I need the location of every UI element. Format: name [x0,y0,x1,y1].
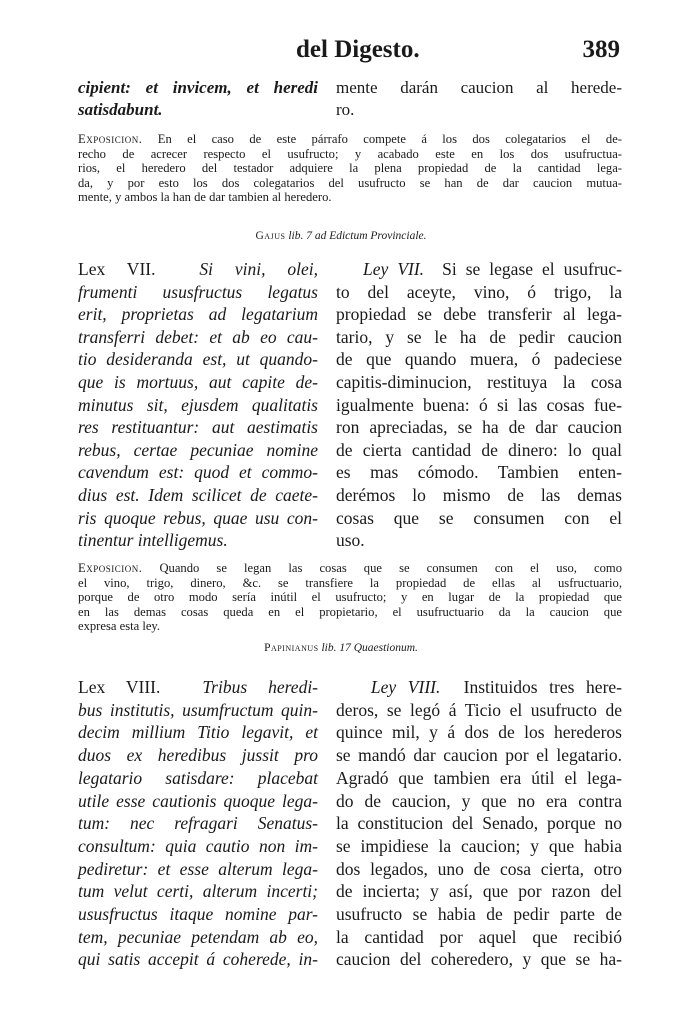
text-line: rios, el heredero del testador adquiere la plena propiedad de la cantidad lega- [78,161,622,175]
text-line: recho de acrecer respecto el usufructo; y acabado este en los dos usufructua- [78,146,622,161]
lex-viii-latin [78,676,318,971]
text-line: ris quoque rebus, quae usu con- [78,507,318,528]
text-line: legatario satisdare: placebat [78,767,318,788]
text-line: Exposicion. Quando se legan las cosas que se consumen con el uso, como [78,561,622,575]
text-line: es mas cómodo. Tambien enten- [336,462,622,483]
text-line: propiedad se debe transferir al lega- [336,304,622,325]
text-line: tem, pecuniae petendam ab eo, [78,926,318,947]
text-line: expresa esta ley. [78,619,161,633]
text-line: porque de otro modo sería inútil el usufructo; y en lugar de la propiedad que [78,590,622,604]
top-spanish-continuation [336,77,622,121]
page-header [0,36,682,72]
text-line: decim millium Titio legavit, et [78,722,318,743]
text-line: do de caucion, y que no era contra [336,790,622,811]
text-line: Exposicion. En el caso de este párrafo compete á los dos colegatarios el de- [78,132,622,146]
text-line: Agradó que tambien era útil el lega- [336,767,622,788]
text-line: caucion del coheredero, y que se ha- [336,949,622,970]
text-line: ron apreciadas, se ha de dar caucion [336,417,622,438]
ley-vii-spanish [336,258,622,552]
text-line: satisdabunt. [78,100,163,119]
law-label: Lex VIII. [78,677,161,697]
exposicion-label: Exposicion. [78,132,143,146]
text-line: tio desideranda est, ut quando- [78,349,318,370]
text-line: Ley VII. Si se legase el usufruc- [363,259,622,279]
running-title: del Digesto. [296,36,420,63]
text-line: que is mortuus, aut capite de- [78,371,318,392]
text-line: uso. [336,530,365,551]
exposicion-label: Exposicion. [78,561,143,575]
lex-vii-latin [78,258,318,552]
text-line: tario, y se le ha de pedir caucion [336,326,622,347]
text-line: la cantidad por aquel que recibió [336,926,622,947]
text-line: ro. [336,100,355,119]
text-line: res restituantur: aut aestimatis [78,417,318,438]
text-line: se impidiese la caucion; y que habia [336,835,622,856]
text-line: quince mil, y á dos de los herederos [336,722,622,743]
text-line: Lex VII. Si vini, olei, [78,259,319,279]
text-line: duos ex heredibus jussit pro [78,745,318,766]
text-line: el vino, trigo, dinero, &c. se transfiere la propiedad de ellas al usfructuario, [78,575,622,590]
attribution-source: lib. 17 Quaestionum. [321,642,418,654]
source-attribution [0,642,682,654]
exposicion-paragraph [78,132,622,205]
attribution-source: lib. 7 ad Edictum Provinciale. [288,230,427,242]
text-line: dius est. Idem scilicet de caete- [78,484,318,505]
text-line: igualmente buena: ó si las cosas fue- [336,394,622,415]
text-line: Lex VIII. Tribus heredi- [78,677,319,697]
law-label: Ley VIII. [370,677,441,697]
text-line: deros, se legó á Ticio el usufructo de [336,699,622,720]
text-line: pediretur: et esse alterum lega- [78,858,318,879]
top-latin-continuation [78,77,318,121]
law-label: Ley VII. [363,259,425,279]
text-line: cosas que se consumen con el [336,507,622,528]
text-line: se mandó dar caucion por el legatario. [336,745,622,766]
text-line: mente, y ambos la han de dar tambien al heredero. [78,190,332,204]
text-line: dos legados, uno de cosa cierta, otro [336,858,622,879]
exposicion-paragraph [78,561,622,634]
text-line: ususfructus itaque nomine par- [78,904,318,925]
text-line: usufructo se habia de pedir parte de [336,904,622,925]
law-label: Lex VII. [78,259,156,279]
text-line: Ley VIII. Instituidos tres here- [370,677,622,697]
text-line: erit, proprietas ad legatarium [78,304,318,325]
text-line: de cierta cantidad de dinero: lo qual [336,439,622,460]
text-line: rebus, certae pecuniae nomine [78,439,318,460]
attribution-author: Gajus [255,230,286,242]
attribution-author: Papinianus [264,642,319,654]
text-line: da, y por esto los dos colegatarios del usufructo se han de dar caucion mutua- [78,175,622,190]
text-line: en las demas cosas queda en el propietario, el usufructuario da la caucion que [78,604,622,619]
page-number: 389 [582,36,620,63]
text-line: tinentur intelligemus. [78,530,228,551]
text-line: de que quando muera, ó padeciese [336,349,622,370]
text-line: derémos lo mismo de las demas [336,484,622,505]
text-line: bus institutis, usumfructum quin- [78,699,318,720]
text-line: capitis-diminucion, restituya la cosa [336,371,622,392]
text-line: tum velut certi, alterum incerti; [78,881,318,902]
text-line: de incierta; y así, que por razon del [336,881,622,902]
text-line: utile esse cautionis quoque lega- [78,790,318,811]
text-line: consultum: quia cautio non im- [78,835,318,856]
text-line: frumenti ususfructus legatus [78,281,318,302]
text-line: transferri debet: et ab eo cau- [78,326,318,347]
text-line: minutus sit, ejusdem qualitatis [78,394,318,415]
text-line: cipient: et invicem, et heredi [78,78,318,97]
text-line: la constitucion del Senado, porque no [336,813,622,834]
text-line: cavendum est: quod et commo- [78,462,318,483]
source-attribution [0,230,682,242]
ley-viii-spanish [336,676,622,971]
text-line: mente darán caucion al herede- [336,78,622,97]
text-line: qui satis accepit á coherede, in- [78,949,318,970]
text-line: to del aceyte, vino, ó trigo, la [336,281,622,302]
text-line: tum: nec refragari Senatus- [78,813,318,834]
